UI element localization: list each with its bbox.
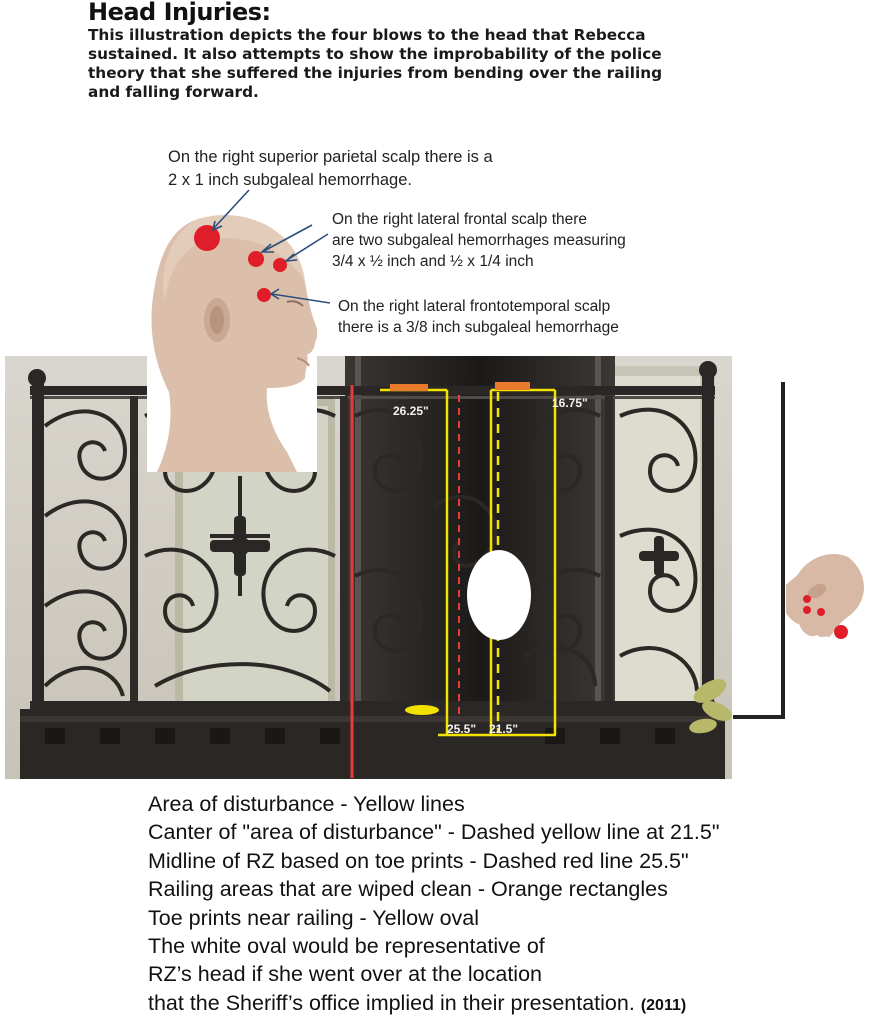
measurement-top-left: 26.25" (393, 404, 429, 418)
annotation-line: On the right lateral frontotemporal scalp (338, 298, 611, 315)
annotation-line: 2 x 1 inch subgaleal hemorrhage. (168, 171, 412, 189)
annotation-line: are two subgaleal hemorrhages measuring (332, 232, 626, 249)
legend-item: Midline of RZ based on toe prints - Dashed red line 25.5" (148, 848, 689, 873)
measurement-bottom-left: 25.5" (447, 722, 477, 736)
annotation-line: On the right lateral frontal scalp there (332, 211, 588, 228)
legend-year: (2011) (640, 996, 687, 1014)
balcony-illustration (5, 356, 732, 779)
legend (148, 790, 848, 1020)
legend-item: Railing areas that are wiped clean - Orange rectangles (148, 877, 668, 902)
measurement-bottom-right: 21.5" (489, 722, 519, 736)
measurement-top-right: 16.75" (552, 396, 588, 410)
annotation-frontotemporal (338, 296, 619, 338)
legend-item-final (148, 989, 848, 1020)
falling-head-illustration (786, 548, 870, 640)
annotation-line: 3/4 x ½ inch and ½ x 1/4 inch (332, 253, 534, 270)
intro-text: This illustration depicts the four blows to the head that Rebecca sustained. It also attempts to show the improbability of the police theory that she suffered the injuries from bending over the railing and falling forward. (88, 26, 663, 101)
page-title: Head Injuries: (88, 0, 271, 26)
annotation-parietal (168, 146, 493, 192)
legend-item: Area of disturbance - Yellow lines (148, 792, 465, 816)
annotation-line: there is a 3/8 inch subgaleal hemorrhage (338, 319, 619, 336)
legend-item-text: that the Sheriff’s office implied in their presentation. (148, 990, 635, 1015)
annotation-line: On the right superior parietal scalp there is a (168, 148, 493, 166)
annotation-frontal (332, 209, 626, 272)
legend-item: Toe prints near railing - Yellow oval (148, 905, 480, 930)
legend-item: RZ’s head if she went over at the location (148, 962, 542, 987)
head-profile-illustration (147, 210, 317, 472)
legend-item: The white oval would be representative of (148, 934, 545, 959)
legend-item: Canter of "area of disturbance" - Dashed yellow line at 21.5" (148, 820, 720, 845)
